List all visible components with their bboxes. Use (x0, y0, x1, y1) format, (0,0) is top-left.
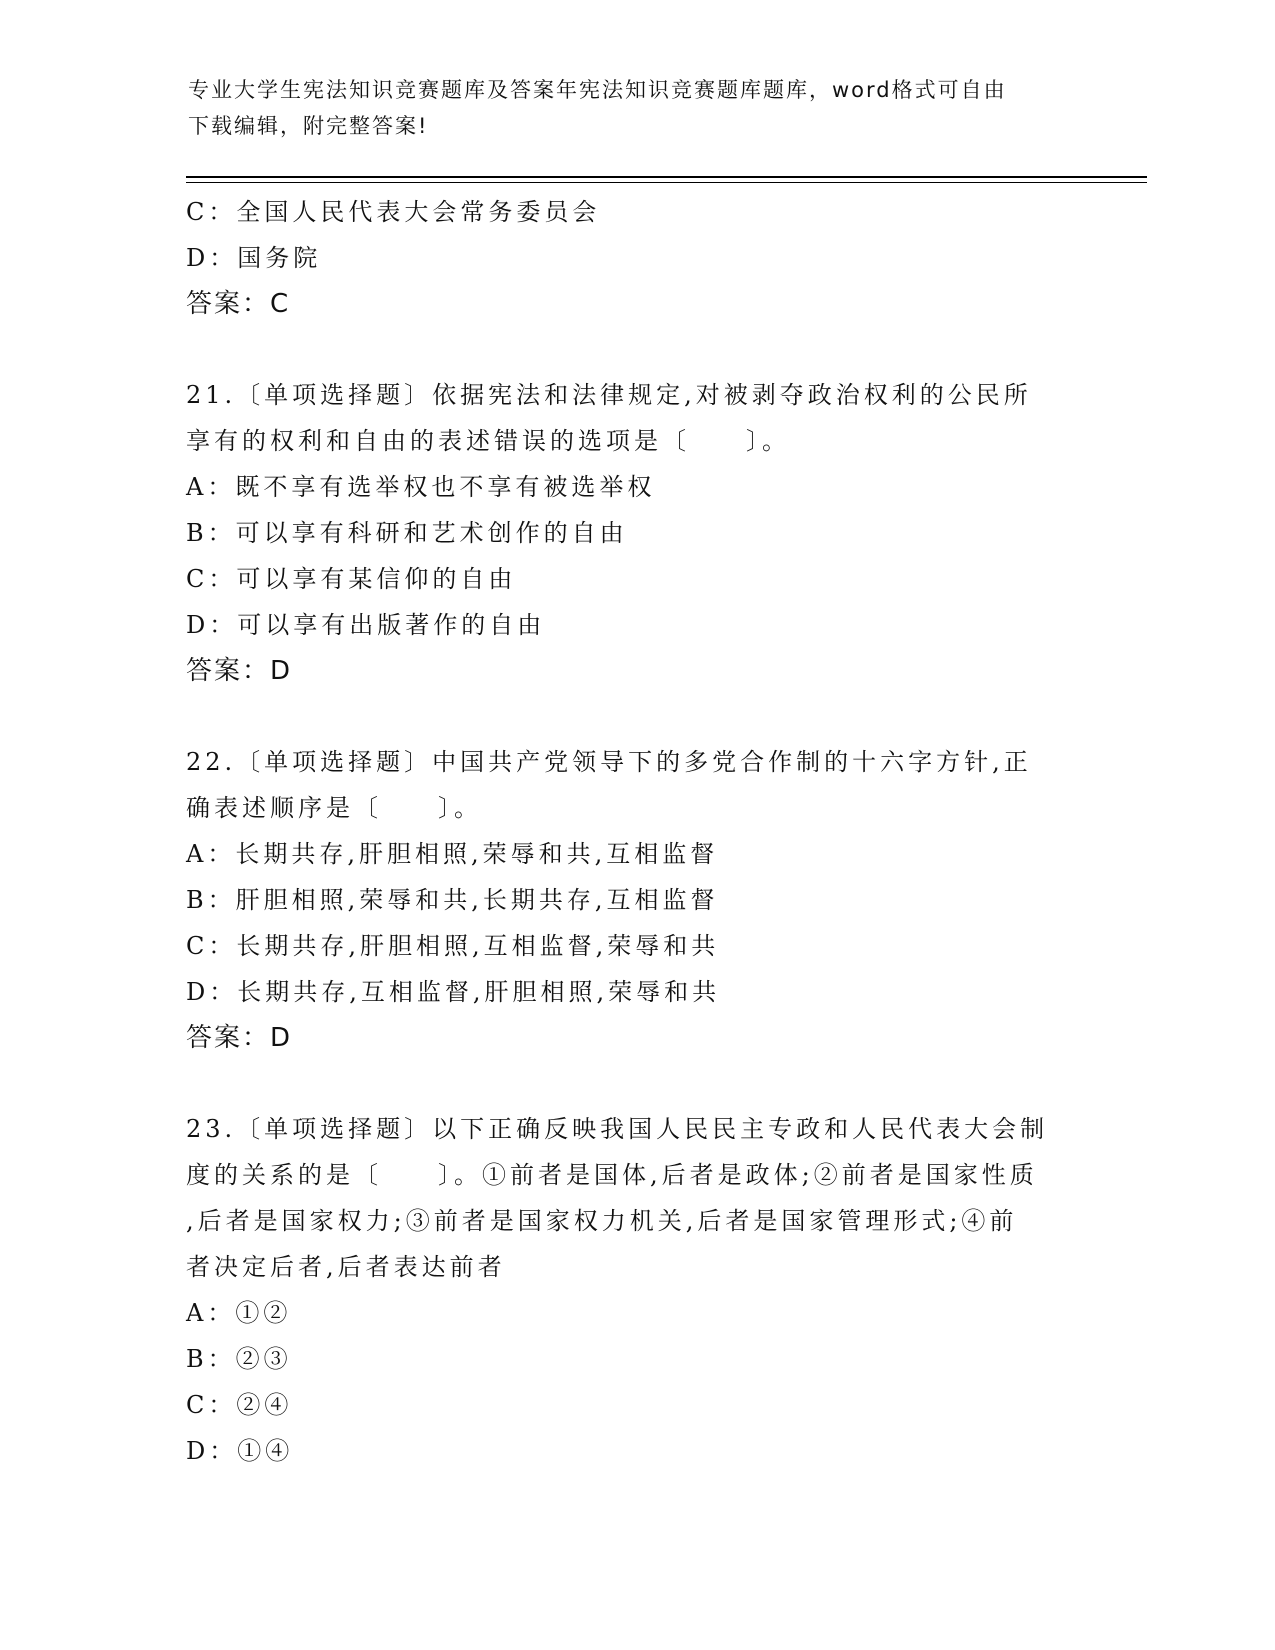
question-23-text (186, 1106, 1086, 1290)
option-c: C：可以享有某信仰的自由 (186, 565, 517, 593)
document-body (186, 189, 1086, 1474)
option-c: C：长期共存,肝胆相照,互相监督,荣辱和共 (186, 932, 720, 960)
previous-question (186, 189, 1086, 327)
document-header (188, 72, 1068, 144)
question-line: 22.〔单项选择题〕中国共产党领导下的多党合作制的十六字方针,正 (186, 748, 1032, 776)
question-line: 确表述顺序是〔 〕。 (186, 794, 482, 822)
option-c: C：全国人民代表大会常务委员会 (186, 198, 601, 226)
question-22 (186, 739, 1086, 1061)
question-line: 23.〔单项选择题〕以下正确反映我国人民民主专政和人民代表大会制 (186, 1115, 1049, 1143)
option-b: B：②③ (186, 1345, 292, 1373)
question-21 (186, 372, 1086, 694)
header-divider-thin (186, 182, 1147, 183)
option-d: D：①④ (186, 1437, 294, 1465)
question-line: 度的关系的是〔 〕。①前者是国体,后者是政体;②前者是国家性质 (186, 1161, 1038, 1189)
option-d: D：可以享有出版著作的自由 (186, 611, 546, 639)
header-line-1: 专业大学生宪法知识竞赛题库及答案年宪法知识竞赛题库题库，word格式可自由 (188, 78, 1007, 102)
question-line: ,后者是国家权力;③前者是国家权力机关,后者是国家管理形式;④前 (186, 1207, 1018, 1235)
spacer (186, 1061, 1086, 1106)
question-21-text (186, 372, 1086, 464)
answer-line: 答案：D (186, 656, 293, 686)
question-line: 21.〔单项选择题〕依据宪法和法律规定,对被剥夺政治权利的公民所 (186, 381, 1032, 409)
option-b: B：可以享有科研和艺术创作的自由 (186, 519, 628, 547)
option-b: B：肝胆相照,荣辱和共,长期共存,互相监督 (186, 886, 719, 914)
spacer (186, 327, 1086, 372)
option-a: A：①② (186, 1299, 292, 1327)
answer-line: 答案：C (186, 289, 291, 319)
spacer (186, 694, 1086, 739)
question-23 (186, 1106, 1086, 1474)
option-c: C：②④ (186, 1391, 293, 1419)
option-d: D：国务院 (186, 244, 322, 272)
option-d: D：长期共存,互相监督,肝胆相照,荣辱和共 (186, 978, 721, 1006)
option-a: A：既不享有选举权也不享有被选举权 (186, 473, 656, 501)
header-line-2: 下载编辑，附完整答案! (188, 114, 429, 138)
answer-line: 答案：D (186, 1023, 293, 1053)
question-line: 者决定后者,后者表达前者 (186, 1253, 506, 1281)
option-a: A：长期共存,肝胆相照,荣辱和共,互相监督 (186, 840, 719, 868)
question-22-text (186, 739, 1086, 831)
question-line: 享有的权利和自由的表述错误的选项是〔 〕。 (186, 427, 790, 455)
header-divider-thick (186, 176, 1147, 178)
